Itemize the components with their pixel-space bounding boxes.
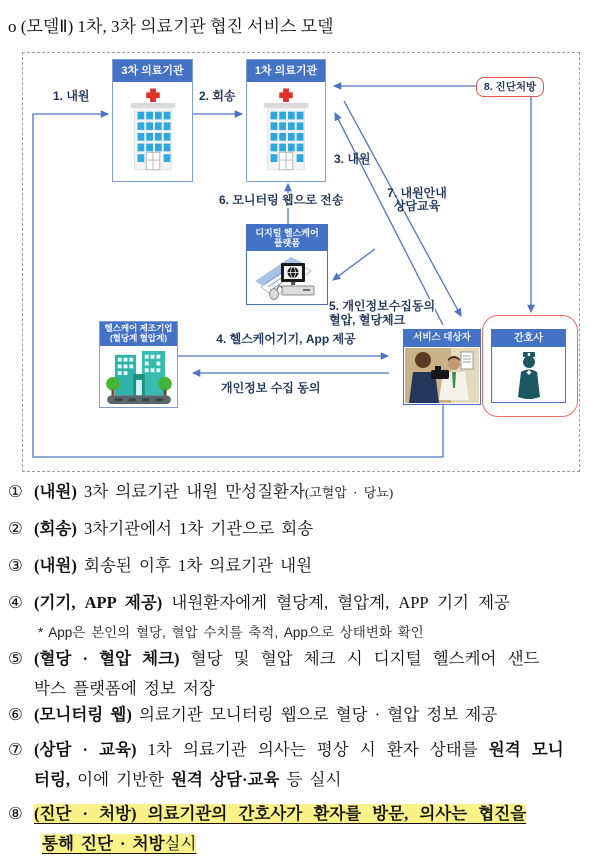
platform-label-line1: 디지털 헬스케어 [255,227,319,238]
list-item-7: ⑦ (상담 · 교육) 1차 의료기관 의사는 평상 시 환자 상태를 원격 모니 터링, 이에 기반한 원격 상담·교육 등 실시 [8,735,600,795]
list-item-4-note: * App은 본인의 혈당, 혈압 수치를 축적, App으로 상태변화 확인 [38,625,424,640]
list-item-4: ④ (기기, APP 제공) 내원환자에게 혈당계, 혈압계, APP 기기 제공 [8,588,600,618]
hospital-icon [113,82,192,181]
item6-number: ⑥ [8,705,23,724]
item5-number: ⑤ [8,649,23,668]
list-item-8: ⑧ (진단 · 처방) 의료기관의 간호사가 환자를 방문, 의사는 협진을 통해 진단 · 처방실시 [8,799,600,859]
factory-icon [100,346,177,407]
node-primary-hospital-label: 1차 의료기관 [247,60,325,82]
edge-label-guide: 7. 내원안내 상담교육 [387,186,447,213]
edge-visit3-path [335,113,443,325]
list-item-1: ① (내원) 3차 의료기관 내원 만성질환자(고혈압 · 당뇨) [8,477,600,508]
node-service-target [403,329,481,405]
nurse-icon [492,347,565,402]
item2-number: ② [8,519,23,538]
patient-consult-photo [404,347,480,404]
service-model-diagram [22,52,580,472]
node-healthcare-manufacturer [99,321,178,408]
edge-label-visit3: 3. 내원 [334,152,371,166]
page-title: o (모델Ⅱ) 1차, 3차 의료기관 협진 서비스 모델 [8,17,334,36]
list-item-6: ⑥ (모니터링 웹) 의료기관 모니터링 웹으로 혈당 · 혈압 정보 제공 [8,700,600,730]
list-item-5: ⑤ (혈당 · 혈압 체크) 혈당 및 혈압 체크 시 디지털 헬스케어 샌드 박스 플랫폼에 정보 저장 [8,644,600,704]
node-nurse [491,329,566,403]
node-service-target-label: 서비스 대상자 [404,330,480,347]
node-tertiary-hospital [112,59,193,182]
item7-number: ⑦ [8,740,23,759]
item3-number: ③ [8,556,23,575]
list-item-2: ② (회송) 3차기관에서 1차 기관으로 회송 [8,514,600,544]
list-item-3: ③ (내원) 회송된 이후 1차 의료기관 내원 [8,551,600,581]
maker-label-line1: 헬스케어 제조기업 [104,323,173,334]
edge-label-consent-check: 5. 개인정보수집동의 혈압, 혈당체크 [329,299,436,327]
edge-label-visit1: 1. 내원 [53,89,90,103]
maker-label-line2: (혈당계 혈압계) [109,333,168,343]
edge-visit1-path [33,114,443,457]
computer-icon [247,251,327,304]
node-primary-hospital [246,59,326,182]
edge-label-device: 4. 헬스케어기기, App 제공 [216,332,356,346]
edge-label-referral: 2. 회송 [199,89,236,103]
platform-label-line2: 플랫폼 [273,238,301,248]
edge-label-diagnosis-badge: 8. 진단처방 [476,77,544,97]
item1-number: ① [8,482,23,501]
hospital-icon [247,82,325,181]
item8-number: ⑧ [8,804,23,823]
item4-number: ④ [8,593,23,612]
edge-consent-check-path [333,249,375,280]
node-digital-healthcare-platform [246,224,328,305]
node-nurse-label: 간호사 [492,330,565,347]
node-tertiary-hospital-label: 3차 의료기관 [113,60,192,82]
edge-label-consent: 개인정보 수집 동의 [221,381,321,395]
edge-label-monitoring: 6. 모니터링 웹으로 전송 [219,193,344,207]
